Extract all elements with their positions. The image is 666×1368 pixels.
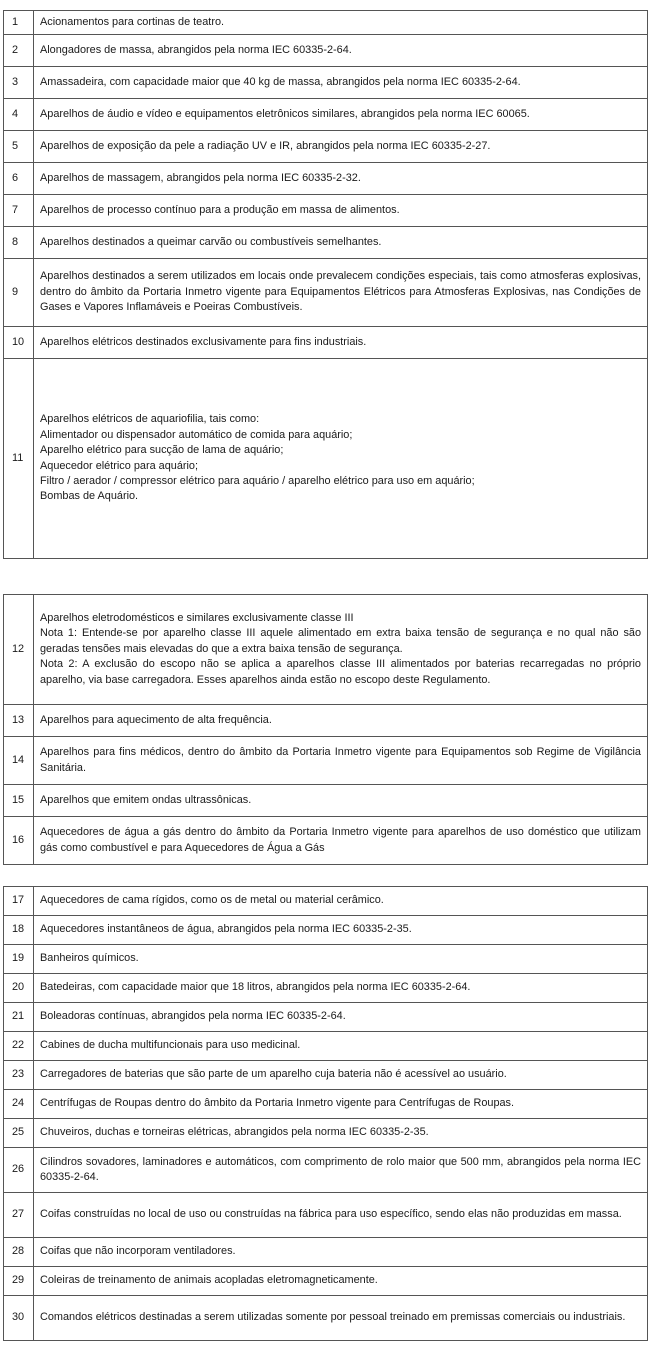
table-row	[4, 1090, 648, 1119]
item-number: 21	[4, 1003, 34, 1032]
table-row	[4, 737, 648, 785]
item-text: Alongadores de massa, abrangidos pela norma IEC 60335-2-64.	[34, 35, 648, 67]
table-row	[4, 705, 648, 737]
item-text: Batedeiras, com capacidade maior que 18 litros, abrangidos pela norma IEC 60335-2-64.	[34, 974, 648, 1003]
item-number: 12	[4, 595, 34, 705]
table-row	[4, 1003, 648, 1032]
table-row	[4, 1061, 648, 1090]
item-number: 8	[4, 227, 34, 259]
item-text	[34, 359, 648, 559]
item-note: Nota 2: A exclusão do escopo não se aplica a aparelhos classe III alimentados por baterias recarregadas no próprio aparelho, via base carregadora. Esses aparelhos ainda estão no escopo deste Regulamento.	[40, 658, 641, 686]
item-number: 9	[4, 259, 34, 327]
item-number: 25	[4, 1119, 34, 1148]
item-text: Boleadoras contínuas, abrangidos pela norma IEC 60335-2-64.	[34, 1003, 648, 1032]
item-number: 6	[4, 163, 34, 195]
item-text: Aparelhos que emitem ondas ultrassônicas.	[34, 785, 648, 817]
item-number: 11	[4, 359, 34, 559]
table-row	[4, 916, 648, 945]
table-row	[4, 327, 648, 359]
item-text: Aparelhos de áudio e vídeo e equipamentos eletrônicos similares, abrangidos pela norma IEC 60065.	[34, 99, 648, 131]
exclusions-table-2	[3, 594, 648, 865]
item-number: 19	[4, 945, 34, 974]
item-text: Centrífugas de Roupas dentro do âmbito da Portaria Inmetro vigente para Centrífugas de Roupas.	[34, 1090, 648, 1119]
item-text: Aparelhos destinados a queimar carvão ou combustíveis semelhantes.	[34, 227, 648, 259]
item-number: 1	[4, 11, 34, 35]
table-row	[4, 131, 648, 163]
table-row	[4, 595, 648, 705]
item-number: 29	[4, 1267, 34, 1296]
item-number: 5	[4, 131, 34, 163]
table-row	[4, 1296, 648, 1341]
table-row	[4, 945, 648, 974]
table-row	[4, 1148, 648, 1193]
table-row	[4, 163, 648, 195]
item-number: 22	[4, 1032, 34, 1061]
item-number: 13	[4, 705, 34, 737]
item-text: Cilindros sovadores, laminadores e automáticos, com comprimento de rolo maior que 500 mm, abrangidos pela norma IEC 60335-2-64.	[34, 1148, 648, 1193]
item-text: Aparelhos para aquecimento de alta frequência.	[34, 705, 648, 737]
item-number: 2	[4, 35, 34, 67]
item-line: Aparelhos elétricos de aquariofilia, tais como:	[40, 413, 260, 426]
table-row	[4, 1032, 648, 1061]
item-line: Alimentador ou dispensador automático de comida para aquário;	[40, 428, 353, 441]
table-row	[4, 227, 648, 259]
item-number: 10	[4, 327, 34, 359]
item-number: 23	[4, 1061, 34, 1090]
item-text: Acionamentos para cortinas de teatro.	[34, 11, 648, 35]
item-text: Aparelhos para fins médicos, dentro do âmbito da Portaria Inmetro vigente para Equipamentos sob Regime de Vigilância Sanitária.	[34, 737, 648, 785]
item-number: 20	[4, 974, 34, 1003]
item-number: 17	[4, 887, 34, 916]
item-line: Aparelho elétrico para sucção de lama de aquário;	[40, 444, 284, 457]
item-text: Aparelhos de processo contínuo para a produção em massa de alimentos.	[34, 195, 648, 227]
table-row	[4, 1193, 648, 1238]
table-row	[4, 785, 648, 817]
item-number: 3	[4, 67, 34, 99]
table-row	[4, 1119, 648, 1148]
item-text: Chuveiros, duchas e torneiras elétricas, abrangidos pela norma IEC 60335-2-35.	[34, 1119, 648, 1148]
table-row	[4, 67, 648, 99]
item-line: Aparelhos eletrodomésticos e similares exclusivamente classe III	[40, 611, 354, 624]
item-number: 18	[4, 916, 34, 945]
exclusions-table-1	[3, 10, 648, 559]
item-number: 4	[4, 99, 34, 131]
item-text: Carregadores de baterias que são parte de um aparelho cuja bateria não é acessível ao usuário.	[34, 1061, 648, 1090]
item-number: 27	[4, 1193, 34, 1238]
table-row	[4, 974, 648, 1003]
item-text: Coleiras de treinamento de animais acopladas eletromagneticamente.	[34, 1267, 648, 1296]
item-text: Aquecedores instantâneos de água, abrangidos pela norma IEC 60335-2-35.	[34, 916, 648, 945]
item-text: Aparelhos de massagem, abrangidos pela norma IEC 60335-2-32.	[34, 163, 648, 195]
table-row	[4, 99, 648, 131]
table-row	[4, 887, 648, 916]
item-note: Nota 1: Entende-se por aparelho classe III aquele alimentado em extra baixa tensão de segurança e no qual não são geradas tensões mais elevadas do que a extra baixa tensão de segurança.	[40, 627, 641, 655]
table-row	[4, 11, 648, 35]
item-number: 7	[4, 195, 34, 227]
item-text: Coifas construídas no local de uso ou construídas na fábrica para uso específico, sendo elas não produzidas em massa.	[34, 1193, 648, 1238]
item-number: 14	[4, 737, 34, 785]
table-row	[4, 1267, 648, 1296]
item-text: Aquecedores de cama rígidos, como os de metal ou material cerâmico.	[34, 887, 648, 916]
item-line: Bombas de Aquário.	[40, 490, 139, 503]
item-text: Banheiros químicos.	[34, 945, 648, 974]
item-number: 16	[4, 817, 34, 865]
table-row	[4, 259, 648, 327]
item-text: Aparelhos elétricos destinados exclusivamente para fins industriais.	[34, 327, 648, 359]
table-row	[4, 817, 648, 865]
item-text: Aparelhos de exposição da pele a radiação UV e IR, abrangidos pela norma IEC 60335-2-27.	[34, 131, 648, 163]
item-number: 28	[4, 1238, 34, 1267]
item-number: 30	[4, 1296, 34, 1341]
table-row	[4, 195, 648, 227]
item-number: 15	[4, 785, 34, 817]
item-line: Filtro / aerador / compressor elétrico para aquário / aparelho elétrico para uso em aquário;	[40, 474, 475, 487]
exclusions-table-3	[3, 886, 648, 1341]
table-row	[4, 359, 648, 559]
item-text: Cabines de ducha multifuncionais para uso medicinal.	[34, 1032, 648, 1061]
item-text: Aquecedores de água a gás dentro do âmbito da Portaria Inmetro vigente para aparelhos de uso doméstico que utilizam gás como combustível e para Aquecedores de Água a Gás	[34, 817, 648, 865]
item-text: Comandos elétricos destinadas a serem utilizadas somente por pessoal treinado em premissas comerciais ou industriais.	[34, 1296, 648, 1341]
table-row	[4, 35, 648, 67]
item-text: Amassadeira, com capacidade maior que 40 kg de massa, abrangidos pela norma IEC 60335-2-64.	[34, 67, 648, 99]
item-line: Aquecedor elétrico para aquário;	[40, 459, 199, 472]
item-number: 24	[4, 1090, 34, 1119]
item-text: Coifas que não incorporam ventiladores.	[34, 1238, 648, 1267]
item-text: Aparelhos destinados a serem utilizados em locais onde prevalecem condições especiais, tais como atmosferas explosivas, dentro do âmbito da Portaria Inmetro vigente para Equipamentos Elétricos para Atmosferas Explosivas, nas Condições de Gases e Vapores Inflamáveis e Poeiras Combustíveis.	[34, 259, 648, 327]
item-number: 26	[4, 1148, 34, 1193]
table-row	[4, 1238, 648, 1267]
item-text	[34, 595, 648, 705]
